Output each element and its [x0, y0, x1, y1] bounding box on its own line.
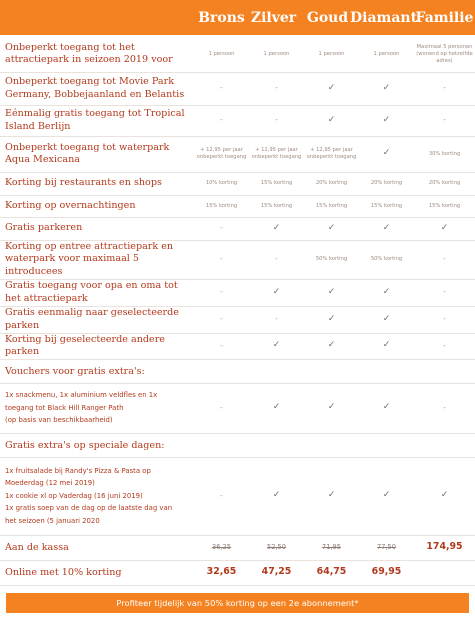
table-row — [0, 333, 475, 359]
feature-label: Korting op overnachtingen — [0, 195, 194, 217]
check-icon: ✓ — [382, 148, 391, 158]
column-diamant: Diamant — [350, 10, 418, 26]
table-row — [0, 172, 475, 195]
list-item: 1x snackmenu, 1x aluminium veldfles en 1x — [5, 391, 158, 400]
price-row-online — [0, 560, 475, 585]
table-row — [0, 37, 475, 72]
table-row — [0, 195, 475, 217]
cell-value: 10% korting — [205, 180, 238, 186]
check-icon: ✓ — [327, 114, 336, 125]
check-icon: ✓ — [327, 286, 336, 297]
check-icon: ✓ — [382, 82, 391, 93]
price-value: 174,95 — [426, 541, 463, 552]
not-included-dash: - — [220, 287, 223, 296]
check-icon: ✓ — [382, 490, 391, 500]
feature-label: Onbeperkt toegang tot waterpark Aqua Mexicana — [0, 136, 194, 172]
cell-value: + 12,95 per jaar onbeperkt toegang — [196, 147, 247, 160]
not-included-dash: - — [443, 340, 446, 350]
not-included-dash: - — [275, 83, 278, 92]
cell-value: 50% korting — [315, 256, 348, 262]
check-icon: ✓ — [382, 402, 391, 412]
check-icon: ✓ — [382, 340, 391, 350]
list-item: 1x cookie xl op Vaderdag (16 juni 2019) — [5, 491, 143, 500]
table-row — [0, 279, 475, 306]
feature-label: Gratis toegang voor opa en oma tot het attractiepark — [0, 279, 194, 306]
column-goud: Goud — [306, 10, 349, 26]
discount-banner[interactable]: Profiteer tijdelijk van 50% korting op een 2e abonnement* — [6, 593, 469, 613]
not-included-dash: - — [443, 402, 446, 412]
table-row — [0, 240, 475, 279]
cell-value: 15% korting — [205, 202, 238, 209]
cell-value: 20% korting — [370, 180, 403, 186]
not-included-dash: - — [275, 314, 278, 323]
not-included-dash: - — [443, 314, 446, 323]
price-value: 71,95 — [322, 542, 341, 551]
feature-label: Eénmalig gratis toegang tot Tropical Island Berlijn — [0, 105, 194, 136]
feature-label: Onbeperkt toegang tot het attractiepark in seizoen 2019 voor — [0, 37, 194, 72]
feature-label: Korting bij restaurants en shops — [0, 172, 194, 195]
not-included-dash: - — [220, 254, 223, 263]
not-included-dash: - — [275, 254, 278, 263]
table-row — [0, 217, 475, 240]
section-heading: Vouchers voor gratis extra's: — [0, 359, 475, 383]
check-icon: ✓ — [327, 490, 336, 500]
check-icon: ✓ — [327, 222, 336, 233]
vouchers-row — [0, 383, 475, 433]
price-value: 77,50 — [377, 542, 396, 551]
feature-label: Gratis parkeren — [0, 217, 194, 240]
column-header-bar — [0, 0, 475, 37]
cell-value: 15% korting — [315, 202, 348, 209]
price-label: Aan de kassa — [0, 535, 194, 560]
not-included-dash: - — [220, 490, 223, 500]
not-included-dash: - — [275, 115, 278, 124]
check-icon: ✓ — [272, 490, 281, 500]
price-row-kassa — [0, 535, 475, 560]
price-value: 64,75 — [316, 566, 347, 577]
not-included-dash: - — [443, 254, 446, 263]
check-icon: ✓ — [382, 222, 391, 233]
check-icon: ✓ — [272, 402, 281, 412]
check-icon: ✓ — [272, 340, 281, 350]
cell-value: 15% korting — [370, 202, 403, 209]
cell-value: + 12,95 per jaar onbeperkt toegang — [251, 147, 302, 160]
feature-label: Gratis eenmalig naar geselecteerde parken — [0, 306, 194, 333]
section-heading: Gratis extra's op speciale dagen: — [0, 433, 475, 457]
cell-value: 1 persoon — [263, 50, 290, 57]
check-icon: ✓ — [382, 286, 391, 297]
check-icon: ✓ — [327, 402, 336, 412]
column-zilver: Zilver — [250, 10, 297, 26]
cell-value: 1 persoon — [208, 50, 235, 57]
price-label: Online met 10% korting — [0, 560, 194, 585]
list-item: (op basis van beschikbaarheid) — [5, 416, 113, 425]
check-icon: ✓ — [272, 286, 281, 297]
list-item: Moederdag (12 mei 2019) — [5, 479, 95, 488]
special-days-row — [0, 457, 475, 535]
check-icon: ✓ — [327, 340, 336, 350]
cell-value: Maximaal 5 personen (wonend op hetzelfde adres) — [416, 43, 473, 64]
cell-value: 20% korting — [315, 180, 348, 186]
price-value: 36,25 — [212, 542, 231, 551]
list-item: het seizoen (5 januari 2020 — [5, 516, 100, 525]
table-row — [0, 72, 475, 105]
vouchers-heading-row — [0, 359, 475, 383]
extras-list — [0, 457, 194, 535]
table-row — [0, 306, 475, 333]
check-icon: ✓ — [440, 490, 449, 500]
feature-label: Onbeperkt toegang tot Movie Park Germany, Bobbejaanland en Belantis — [0, 72, 194, 105]
cell-value: 1 persoon — [318, 50, 345, 57]
cell-value: 1 persoon — [373, 50, 400, 57]
check-icon: ✓ — [272, 222, 281, 233]
table-row — [0, 136, 475, 172]
price-value: 69,95 — [371, 566, 402, 577]
price-value: 52,50 — [267, 542, 286, 551]
cell-value: + 12,95 per jaar onbeperkt toegang — [306, 147, 357, 160]
special-heading-row — [0, 433, 475, 457]
cell-value: 15% korting — [260, 180, 293, 186]
not-included-dash: - — [220, 83, 223, 92]
cell-value: 15% korting — [260, 202, 293, 209]
list-item: 1x gratis soep van de dag op de laatste dag van — [5, 504, 173, 513]
extras-list — [0, 383, 194, 433]
not-included-dash: - — [443, 83, 446, 92]
table-row — [0, 105, 475, 136]
cell-value: 30% korting — [428, 150, 461, 157]
cell-value: 15% korting — [428, 202, 461, 209]
cell-value: 20% korting — [428, 180, 461, 186]
feature-label: Korting bij geselecteerde andere parken — [0, 333, 194, 359]
check-icon: ✓ — [327, 82, 336, 93]
price-value: 32,65 — [206, 566, 237, 577]
not-included-dash: - — [220, 340, 223, 350]
column-brons: Brons — [198, 10, 245, 26]
not-included-dash: - — [220, 115, 223, 124]
not-included-dash: - — [443, 115, 446, 124]
price-value: 47,25 — [261, 566, 292, 577]
check-icon: ✓ — [382, 114, 391, 125]
list-item: 1x fruitsalade bij Randy's Pizza & Pasta op — [5, 466, 151, 475]
cell-value: 50% korting — [370, 256, 403, 262]
not-included-dash: - — [220, 223, 223, 232]
check-icon: ✓ — [382, 313, 391, 324]
not-included-dash: - — [443, 287, 446, 296]
column-familie: Familie — [415, 10, 474, 26]
not-included-dash: - — [220, 402, 223, 412]
check-icon: ✓ — [327, 313, 336, 324]
feature-label: Korting op entree attractiepark en waterpark voor maximaal 5 introducees — [0, 240, 194, 279]
list-item: toegang tot Black Hill Ranger Path — [5, 403, 124, 412]
comparison-table — [0, 37, 475, 586]
not-included-dash: - — [220, 314, 223, 323]
check-icon: ✓ — [440, 222, 449, 233]
